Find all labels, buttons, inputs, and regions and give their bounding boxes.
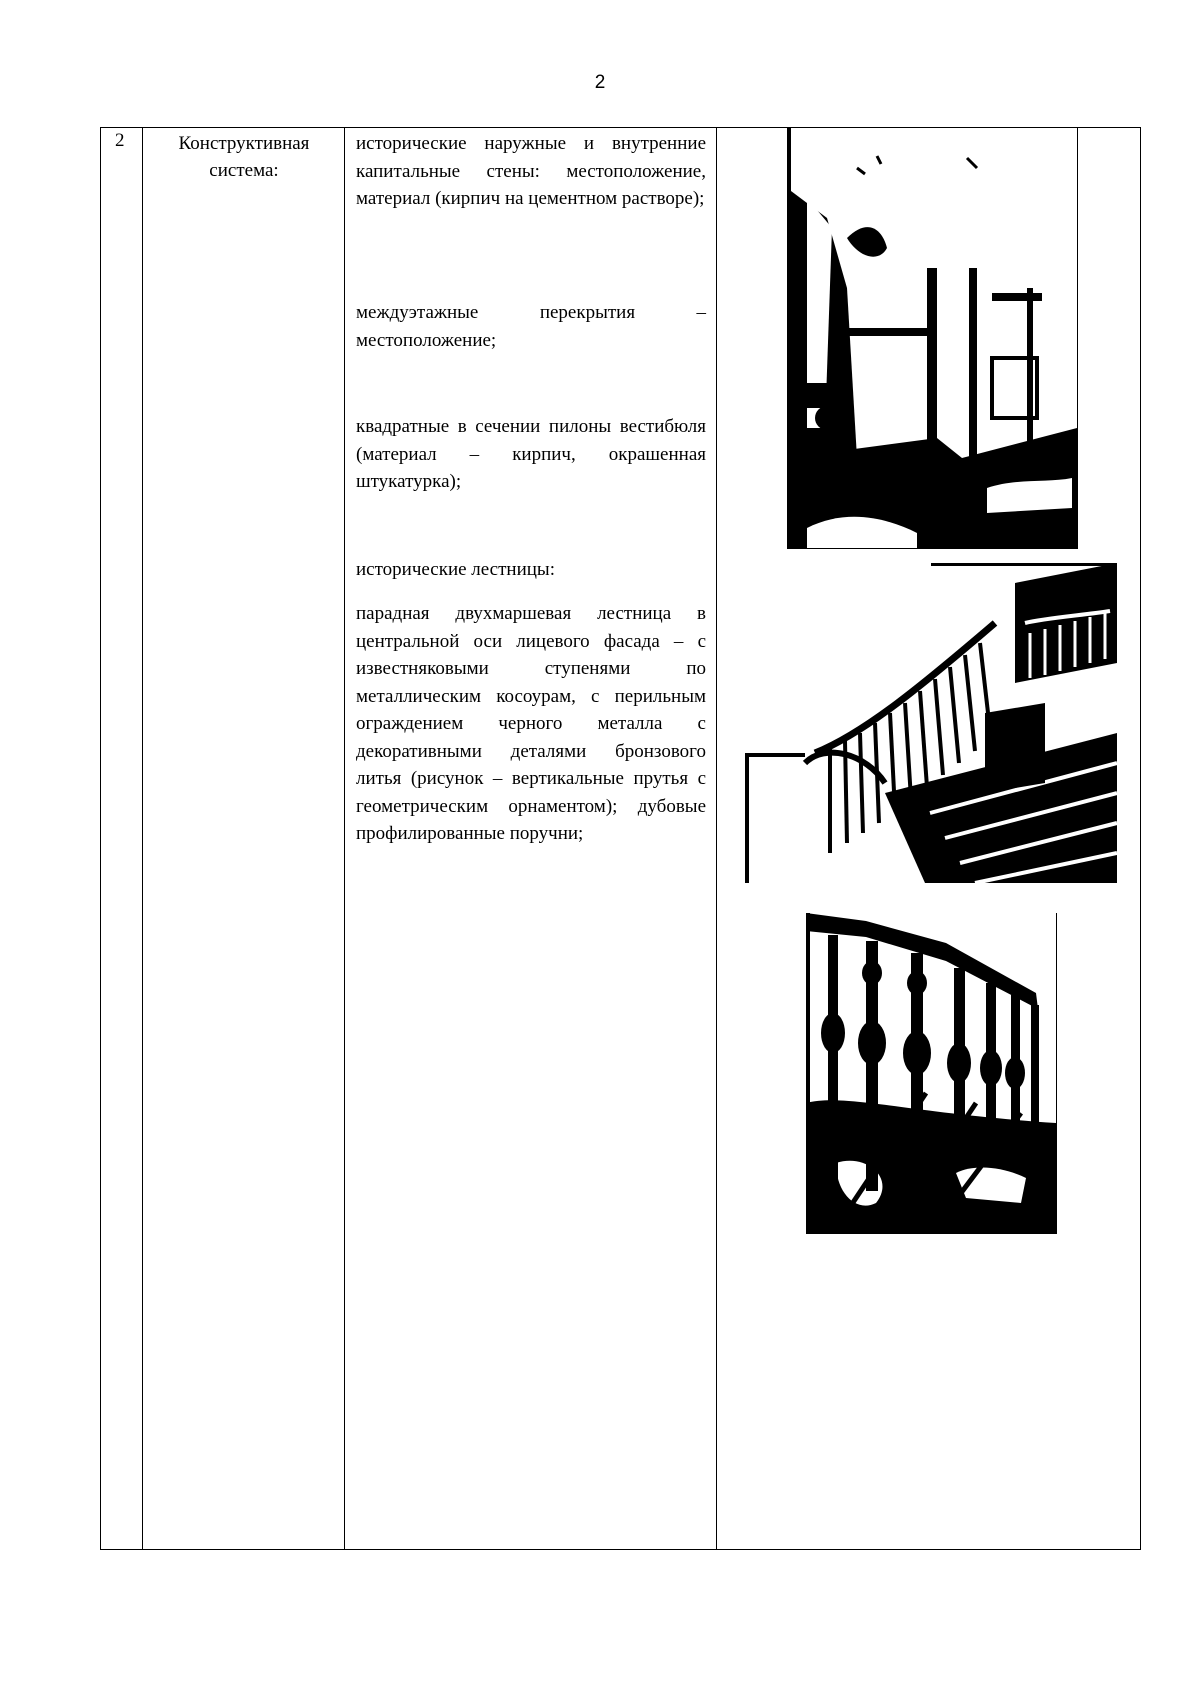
vestibule-photo	[787, 128, 1078, 549]
row-label: Конструктивная система:	[178, 133, 310, 181]
page-number: 2	[594, 72, 606, 93]
baluster-photo	[806, 913, 1057, 1234]
paragraph-walls: исторические наружные и внутренние капитальные стены: местоположение, материал (кирпич на цементном растворе);	[356, 133, 706, 209]
column-divider	[344, 128, 345, 1549]
paragraph-main-staircase: парадная двухмаршевая лестница в центральной оси лицевого фасада – с известняковыми ступенями по металлическим косоурам, с перильным ограждением черного металла с декоративными деталями бронзового литья (рисунок – вертикальные прутья с геометрическим орнаментом); дубовые профилированные поручни;	[356, 603, 706, 844]
characteristics-table	[100, 127, 1141, 1550]
paragraph-stairs-heading: исторические лестницы:	[356, 559, 555, 580]
row-number: 2	[115, 130, 125, 151]
paragraph-floors: междуэтажные перекрытия – местоположение;	[356, 302, 706, 351]
baluster-photo-image	[806, 913, 1056, 1233]
column-divider	[716, 128, 717, 1549]
column-divider	[142, 128, 143, 1549]
staircase-photo	[745, 563, 1117, 883]
paragraph-pylons: квадратные в сечении пилоны вестибюля (материал – кирпич, окрашенная штукатурка);	[356, 416, 706, 492]
staircase-photo-image	[745, 563, 1117, 883]
vestibule-photo-image	[787, 128, 1077, 548]
